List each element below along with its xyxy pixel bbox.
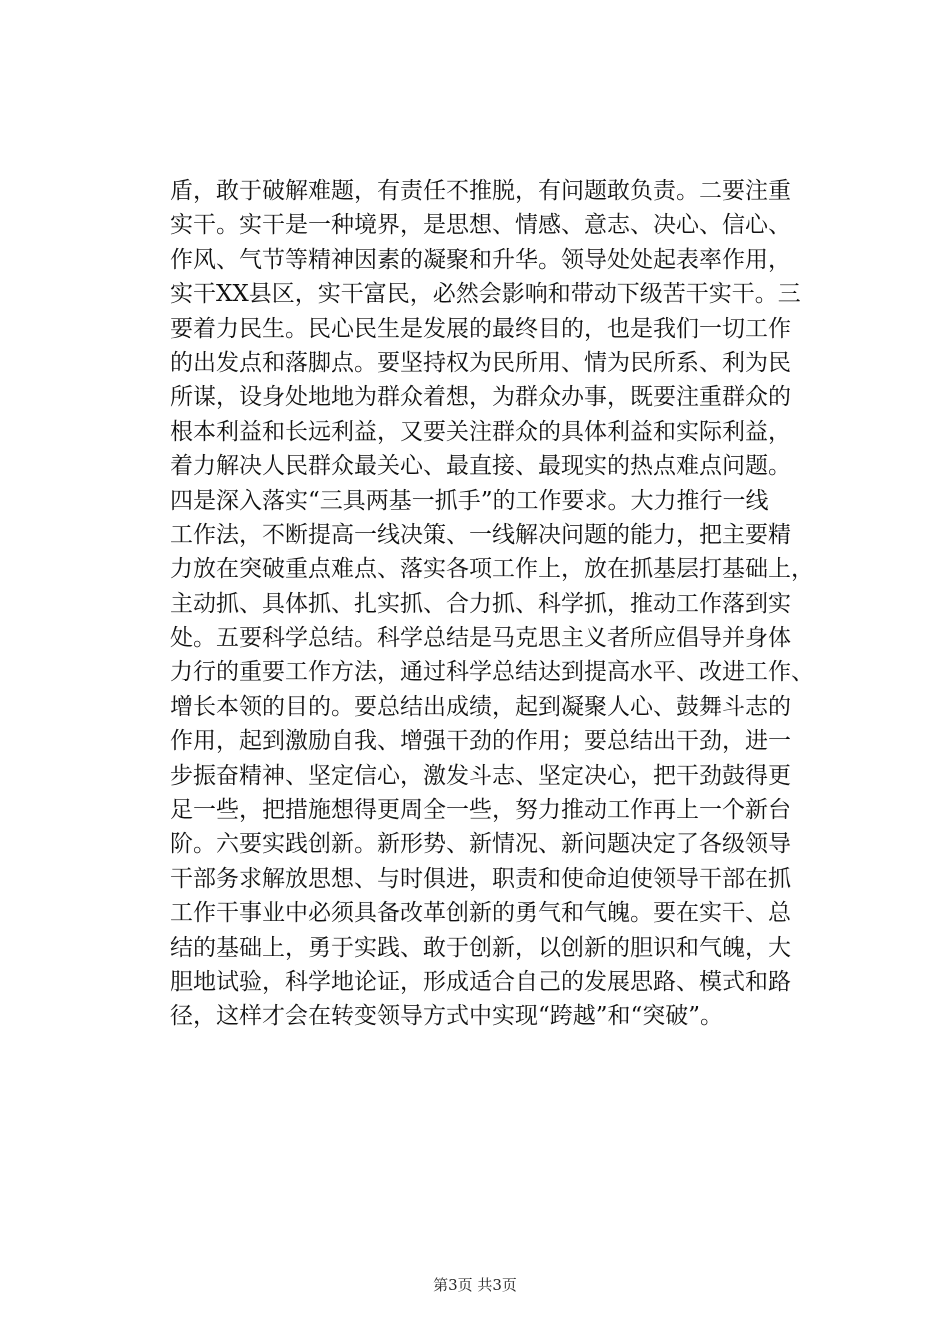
text-line: 阶。六要实践创新。新形势、新情况、新问题决定了各级领导 (170, 831, 791, 858)
text-line: 工作法，不断提高一线决策、一线解决问题的能力，把主要精 (170, 521, 791, 548)
text-line: 四是深入落实“三具两基一抓手”的工作要求。大力推行一线 (170, 487, 769, 514)
body-paragraph (170, 174, 820, 1034)
text-line: 增长本领的目的。要总结出成绩，起到凝聚人心、鼓舞斗志的 (170, 693, 791, 720)
text-line: 根本利益和长远利益，又要关注群众的具体利益和实际利益， (170, 418, 791, 445)
text-line: 足一些，把措施想得更周全一些，努力推动工作再上一个新台 (170, 797, 791, 824)
text-line: 盾，敢于破解难题，有责任不推脱，有问题敢负责。二要注重 (170, 178, 791, 204)
text-line: 处。五要科学总结。科学总结是马克思主义者所应倡导并身体 (170, 625, 791, 652)
text-line: 结的基础上，勇于实践、敢于创新，以创新的胆识和气魄，大 (170, 934, 791, 961)
text-line: 步振奋精神、坚定信心，激发斗志、坚定决心，把干劲鼓得更 (170, 762, 791, 789)
text-line: 所谋，设身处地地为群众着想，为群众办事，既要注重群众的 (170, 384, 791, 411)
text-line: 作用，起到激励自我、增强干劲的作用；要总结出干劲，进一 (170, 728, 791, 755)
page-footer: 第3页 共3页 (433, 1276, 517, 1294)
text-line: 作风、气节等精神因素的凝聚和升华。领导处处起表率作用， (170, 246, 791, 273)
text-line: 实干XX县区，实干富民，必然会影响和带动下级苦干实干。三 (170, 281, 801, 308)
text-line: 的出发点和落脚点。要坚持权为民所用、情为民所系、利为民 (170, 349, 791, 376)
text-line: 着力解决人民群众最关心、最直接、最现实的热点难点问题。 (170, 453, 791, 480)
text-line: 胆地试验，科学地论证，形成适合自己的发展思路、模式和路 (170, 968, 791, 995)
text-line: 实干。实干是一种境界，是思想、情感、意志、决心、信心、 (170, 212, 791, 239)
text-line: 主动抓、具体抓、扎实抓、合力抓、科学抓，推动工作落到实 (170, 590, 791, 617)
text-line: 要着力民生。民心民生是发展的最终目的，也是我们一切工作 (170, 315, 791, 342)
text-line: 干部务求解放思想、与时俱进，职责和使命迫使领导干部在抓 (170, 865, 791, 892)
text-line: 力行的重要工作方法，通过科学总结达到提高水平、改进工作、 (170, 659, 814, 686)
text-line: 工作干事业中必须具备改革创新的勇气和气魄。要在实干、总 (170, 900, 791, 927)
text-line: 径，这样才会在转变领导方式中实现“跨越”和“突破”。 (170, 1003, 724, 1030)
text-line: 力放在突破重点难点、落实各项工作上，放在抓基层打基础上， (170, 556, 814, 583)
